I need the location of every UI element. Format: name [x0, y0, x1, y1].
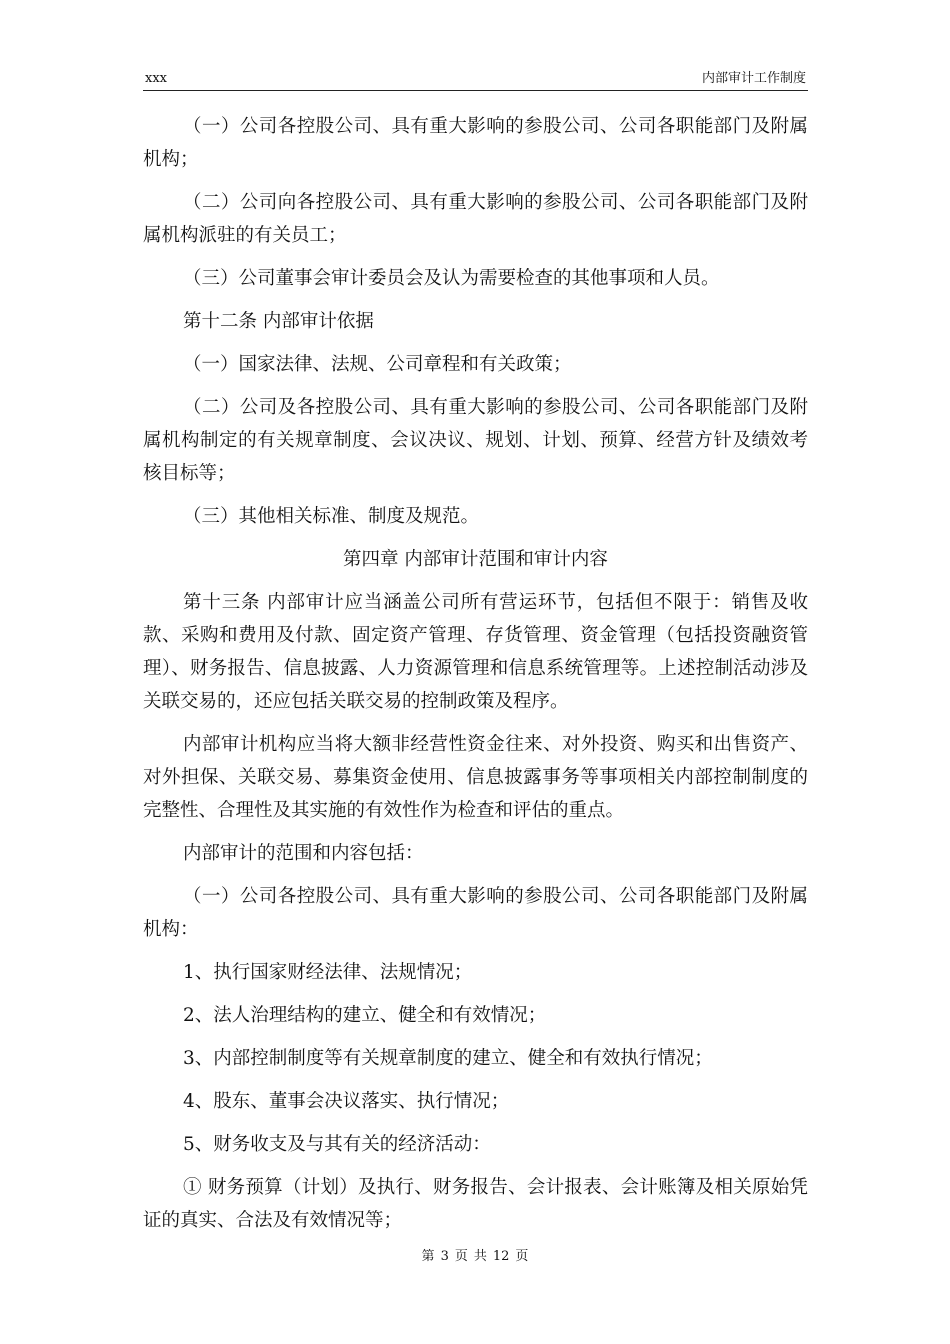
- footer-page-number: 3: [440, 1249, 449, 1264]
- article-12-heading: 第十二条 内部审计依据: [183, 311, 374, 332]
- list-item-4: 4、股东、董事会决议落实、执行情况；: [183, 1091, 510, 1112]
- footer-total-pages: 12: [492, 1249, 510, 1264]
- list-item-3: 3、内部控制制度等有关规章制度的建立、健全和有效执行情况；: [183, 1048, 713, 1069]
- paragraph-basis-1: （一）国家法律、法规、公司章程和有关政策；: [183, 354, 572, 375]
- paragraph-scope-1: （一）公司各控股公司、具有重大影响的参股公司、公司各职能部门及附属机构：: [143, 886, 808, 940]
- footer-suffix: 页: [515, 1249, 529, 1264]
- paragraph-item-3: （三）公司董事会审计委员会及认为需要检查的其他事项和人员。: [183, 268, 720, 289]
- paragraph-focus: 内部审计机构应当将大额非经营性资金往来、对外投资、购买和出售资产、对外担保、关联交易、募集资金使用、信息披露事务等事项相关内部控制制度的完整性、合理性及其实施的有效性作为检查和评估的重点。: [143, 734, 808, 821]
- chapter-4-heading: 第四章 内部审计范围和审计内容: [343, 549, 608, 570]
- page-header: [143, 70, 808, 91]
- list-item-5: 5、财务收支及与其有关的经济活动：: [183, 1134, 491, 1155]
- paragraph-item-2: （二）公司向各控股公司、具有重大影响的参股公司、公司各职能部门及附属机构派驻的有关员工；: [143, 192, 808, 246]
- footer-page-word: 页: [454, 1249, 468, 1264]
- paragraph-basis-2: （二）公司及各控股公司、具有重大影响的参股公司、公司各职能部门及附属机构制定的有关规章制度、会议决议、规划、计划、预算、经营方针及绩效考核目标等；: [143, 397, 808, 484]
- list-item-2: 2、法人治理结构的建立、健全和有效情况；: [183, 1005, 547, 1026]
- paragraph-scope-intro: 内部审计的范围和内容包括：: [183, 843, 424, 864]
- page-footer: [0, 1248, 950, 1266]
- sub-item-circled-1: ① 财务预算（计划）及执行、财务报告、会计报表、会计账簿及相关原始凭证的真实、合法及有效情况等；: [143, 1177, 808, 1231]
- header-document-title: 内部审计工作制度: [701, 71, 806, 86]
- footer-total-word: 共: [473, 1249, 487, 1264]
- paragraph-item-1: （一）公司各控股公司、具有重大影响的参股公司、公司各职能部门及附属机构；: [143, 116, 808, 170]
- article-13: 第十三条 内部审计应当涵盖公司所有营运环节，包括但不限于：销售及收款、采购和费用及付款、固定资产管理、存货管理、资金管理（包括投资融资管理）、财务报告、信息披露、人力资源管理和信息系统管理等。上述控制活动涉及关联交易的，还应包括关联交易的控制政策及程序。: [143, 592, 808, 712]
- footer-prefix: 第: [421, 1249, 435, 1264]
- document-body: [143, 110, 808, 1247]
- list-item-1: 1、执行国家财经法律、法规情况；: [183, 962, 473, 983]
- header-left-text: xxx: [145, 71, 167, 86]
- paragraph-basis-3: （三）其他相关标准、制度及规范。: [183, 506, 480, 527]
